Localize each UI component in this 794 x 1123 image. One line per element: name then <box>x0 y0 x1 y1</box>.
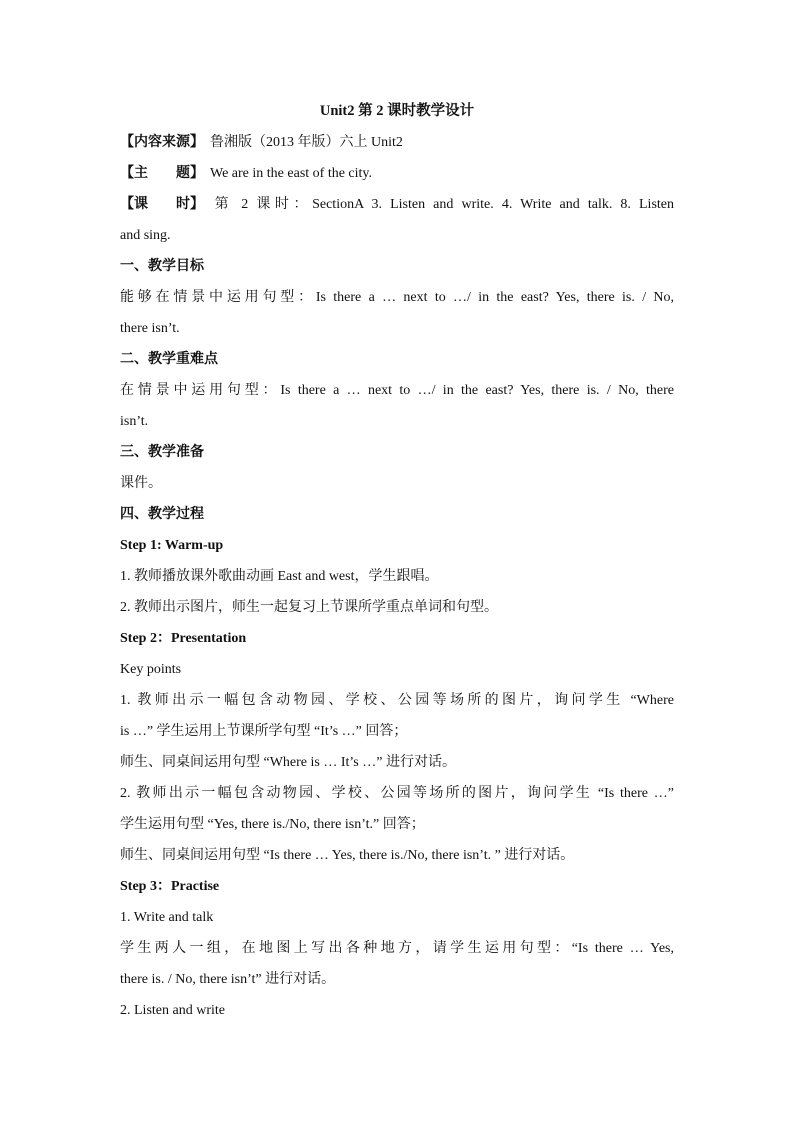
meta-source-value: 鲁湘版（2013 年版）六上 Unit2 <box>210 135 403 150</box>
section-objectives-text: 能够在情景中运用句型：Is there a … next to …/ in the east? Yes, there is. / No, <box>120 290 674 305</box>
section-keypoints-text: 在情景中运用句型：Is there a … next to …/ in the east? Yes, there is. / No, there <box>120 383 674 398</box>
meta-period-continued: and sing. <box>120 228 171 243</box>
step1-heading: Step 1: Warm-up <box>120 538 224 553</box>
document-title: Unit2 第 2 课时教学设计 <box>319 103 475 119</box>
step2-item-2-continued: 学生运用句型 “Yes, there is./No, there isn’t.” 回答； <box>120 817 425 832</box>
meta-topic-label: 【主 题】 <box>120 166 204 181</box>
step3-item-1-text: 学生两人一组，在地图上写出各种地方，请学生运用句型：“Is there … Yes, <box>120 941 674 956</box>
step2-keypoints: Key points <box>120 662 182 677</box>
meta-source-label: 【内容来源】 <box>120 135 204 150</box>
step2-heading: Step 2：Presentation <box>120 631 247 646</box>
section-objectives-text-continued: there isn’t. <box>120 321 180 336</box>
step3-heading: Step 3：Practise <box>120 879 220 894</box>
step2-item-2: 2. 教师出示一幅包含动物园、学校、公园等场所的图片，询问学生 “Is there …” <box>120 786 674 801</box>
step2-item-1-dialogue: 师生、同桌间运用句型 “Where is … It’s …” 进行对话。 <box>120 755 456 770</box>
meta-period-row <box>120 189 674 220</box>
document-page <box>120 96 674 1026</box>
meta-source-row <box>120 127 674 158</box>
step3-item-1-text-continued: there is. / No, there isn’t” 进行对话。 <box>120 972 336 987</box>
step3-item-2-title: 2. Listen and write <box>120 1003 225 1018</box>
step2-item-1-continued: is …” 学生运用上节课所学句型 “It’s …” 回答； <box>120 724 408 739</box>
section-process-heading: 四、教学过程 <box>120 507 204 522</box>
meta-topic-row <box>120 158 674 189</box>
section-objectives-heading: 一、教学目标 <box>120 259 204 274</box>
section-preparation-text: 课件。 <box>120 476 162 491</box>
step3-item-1-title: 1. Write and talk <box>120 910 214 925</box>
step1-item-1: 1. 教师播放课外歌曲动画 East and west，学生跟唱。 <box>120 569 439 584</box>
step1-item-2: 2. 教师出示图片，师生一起复习上节课所学重点单词和句型。 <box>120 600 498 615</box>
meta-period-value: 第 2 课时：SectionA 3. Listen and write. 4. Write and talk. 8. Listen <box>210 197 674 212</box>
step2-item-2-dialogue: 师生、同桌间运用句型 “Is there … Yes, there is./No, there isn’t. ” 进行对话。 <box>120 848 575 863</box>
section-keypoints-text-continued: isn’t. <box>120 414 149 429</box>
section-preparation-heading: 三、教学准备 <box>120 445 204 460</box>
meta-topic-value: We are in the east of the city. <box>210 166 373 181</box>
step2-item-1: 1. 教师出示一幅包含动物园、学校、公园等场所的图片，询问学生 “Where <box>120 693 674 708</box>
section-keypoints-heading: 二、教学重难点 <box>120 352 218 367</box>
meta-period-label: 【课 时】 <box>120 197 204 212</box>
